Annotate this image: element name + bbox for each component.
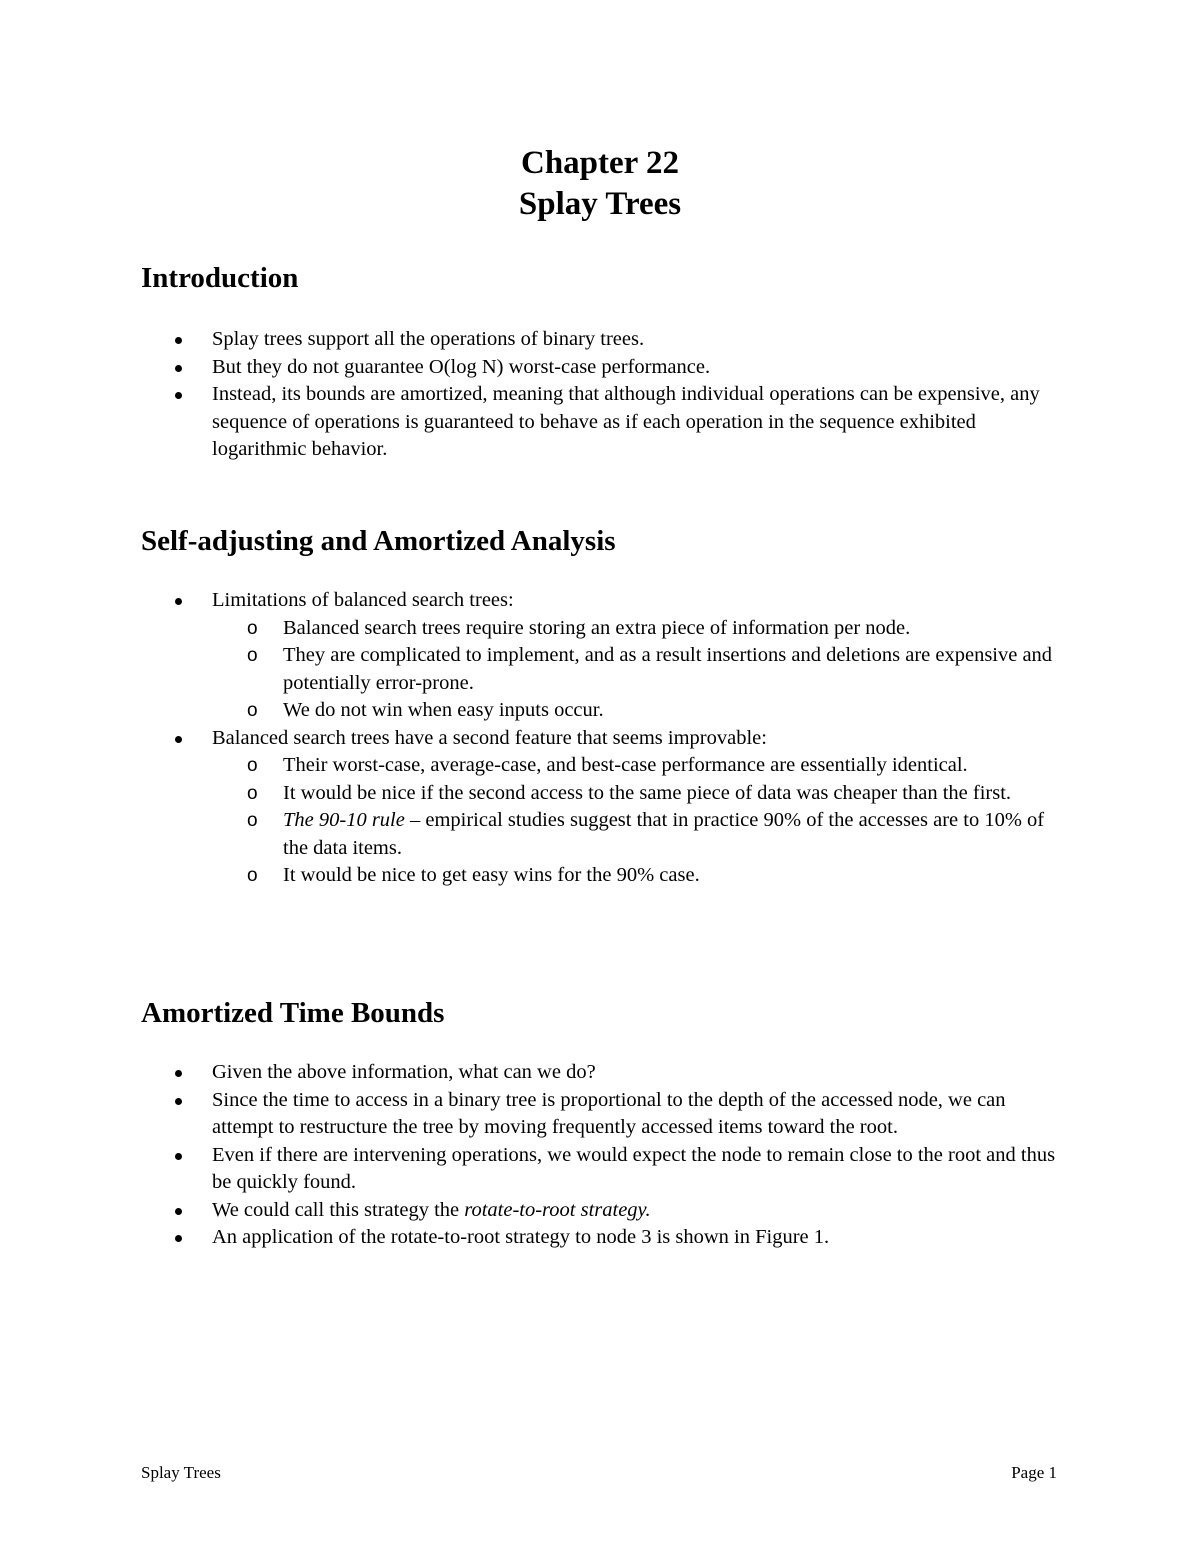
list-item-text: Balanced search trees require storing an extra piece of information per node. xyxy=(283,616,911,639)
list-item-text: Instead, its bounds are amortized, meaning that although individual operations can be expensive, any sequence of operations is guaranteed to behave as if each operation in the sequence exhibited logarithmic behavior. xyxy=(212,383,1040,460)
emphasis-text: rotate-to-root strategy. xyxy=(464,1198,651,1221)
chapter-subtitle: Splay Trees xyxy=(518,186,682,222)
list-item xyxy=(0,326,1062,354)
sub-list-item xyxy=(0,642,1063,697)
list-item-text: Given the above information, what can we do? xyxy=(212,1061,596,1083)
list-item-text: We could call this strategy the xyxy=(212,1198,465,1221)
list-item-text: – empirical studies suggest that in practice 90% of the accesses are to 10% of the data items. xyxy=(283,809,1045,859)
list-item-text: Since the time to access in a binary tree is proportional to the depth of the accessed node, we can attempt to restructure the tree by moving frequently accessed items toward the root. xyxy=(212,1088,1006,1138)
list-item xyxy=(0,1142,1062,1197)
list-item-text: worst-case performance. xyxy=(503,355,711,378)
self-adjusting-list xyxy=(0,587,1063,890)
list-item-text: Their worst-case, average-case, and best-case performance are essentially identical. xyxy=(283,754,968,776)
emphasis-text: The 90-10 rule xyxy=(283,809,405,831)
heading-introduction: Introduction xyxy=(141,262,299,294)
math-expression: O(log N) xyxy=(428,355,504,378)
sub-list-item xyxy=(0,697,1063,725)
chapter-title: Chapter 22 xyxy=(521,145,679,181)
list-item xyxy=(0,725,1062,753)
heading-amortized-time-bounds: Amortized Time Bounds xyxy=(141,997,445,1029)
list-item xyxy=(0,354,1062,382)
list-item-text: Balanced search trees have a second feature that seems improvable: xyxy=(212,726,767,749)
list-item xyxy=(0,1197,1062,1225)
list-item-text: Even if there are intervening operations, we would expect the node to remain close to the root and thus be quickly found. xyxy=(212,1143,1056,1193)
sub-list-item xyxy=(0,615,1063,643)
list-item-text: They are complicated to implement, and as a result insertions and deletions are expensive and potentially error-prone. xyxy=(283,644,1053,694)
amortized-list xyxy=(0,1059,1062,1252)
list-item-text: Limitations of balanced search trees: xyxy=(212,589,514,611)
list-item-text: We do not win when easy inputs occur. xyxy=(283,699,604,721)
sub-list-item xyxy=(0,780,1063,808)
introduction-list xyxy=(0,326,1062,464)
sub-list-item xyxy=(0,807,1063,862)
list-item xyxy=(0,1224,1062,1252)
sub-list-item xyxy=(0,862,1063,890)
list-item-text: But they do not guarantee xyxy=(212,355,429,378)
list-item-text: An application of the rotate-to-root strategy to node 3 is shown in Figure 1. xyxy=(212,1226,830,1248)
footer-title: Splay Trees xyxy=(141,1463,221,1482)
list-item xyxy=(0,1087,1062,1142)
list-item-text: It would be nice to get easy wins for the 90% case. xyxy=(283,864,700,886)
list-item xyxy=(0,381,1062,464)
list-item xyxy=(0,587,1062,615)
list-item-text: Splay trees support all the operations of binary trees. xyxy=(212,328,645,350)
heading-self-adjusting: Self-adjusting and Amortized Analysis xyxy=(141,525,616,557)
list-item-text: It would be nice if the second access to the same piece of data was cheaper than the first. xyxy=(283,781,1012,804)
list-item xyxy=(0,1059,1062,1087)
page-number: Page 1 xyxy=(1011,1463,1057,1482)
sub-list-item xyxy=(0,752,1063,780)
